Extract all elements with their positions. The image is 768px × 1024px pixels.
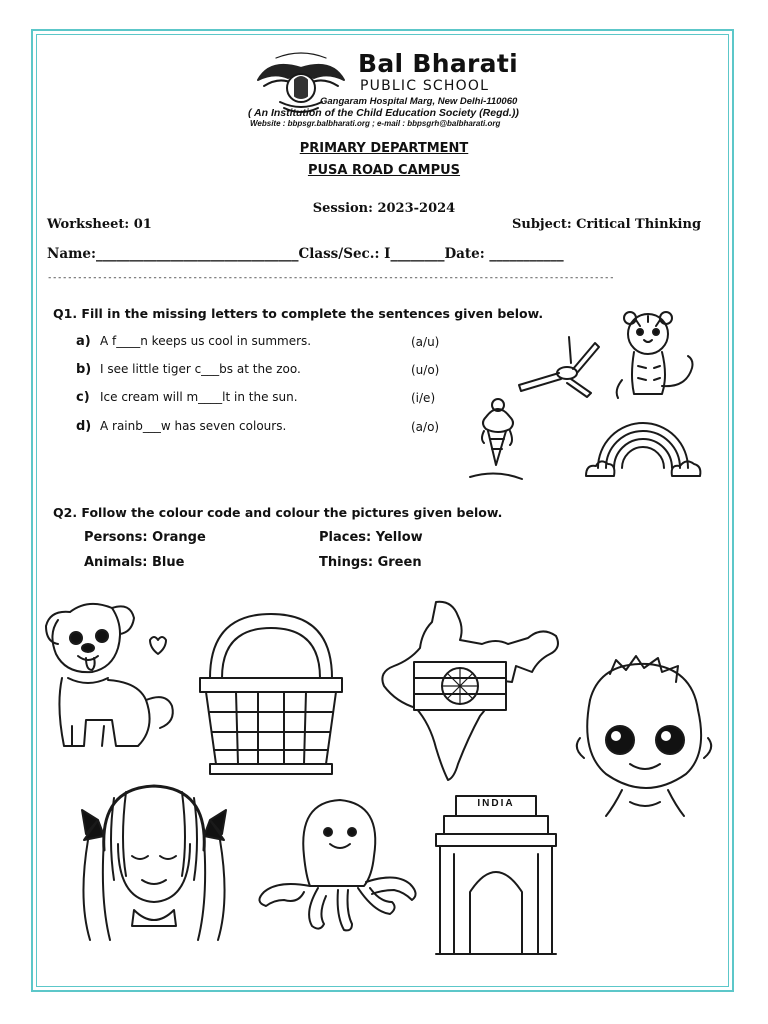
- campus-title: PUSA ROAD CAMPUS: [307, 163, 461, 178]
- q1-item-text[interactable]: A f____n keeps us cool in summers.: [100, 334, 312, 348]
- q1-item-text[interactable]: I see little tiger c___bs at the zoo.: [100, 362, 301, 376]
- q2-title: Q2. Follow the colour code and colour the pictures given below.: [53, 505, 503, 520]
- colour-code-things: Things: Green: [319, 555, 422, 570]
- q1-item-letter: a): [76, 334, 91, 349]
- q1-item-letter: b): [76, 362, 92, 377]
- rainbow-icon: [584, 418, 702, 480]
- colour-code-animals: Animals: Blue: [84, 555, 185, 570]
- q1-item-hint: (i/e): [411, 391, 436, 405]
- girl-face-picture[interactable]: [74, 780, 234, 954]
- octopus-picture[interactable]: [248, 796, 424, 934]
- melting-ice-cream-icon: [466, 395, 526, 485]
- q1-item-hint: (a/o): [411, 420, 440, 434]
- school-subtitle: PUBLIC SCHOOL: [360, 78, 490, 94]
- q1-item: [76, 390, 298, 405]
- session-label: Session: 2023-2024: [312, 201, 456, 216]
- q1-item: [76, 362, 301, 377]
- q1-item-letter: c): [76, 390, 90, 405]
- q1-item: [76, 334, 311, 349]
- india-map-picture[interactable]: [376, 598, 566, 784]
- worksheet-label: Worksheet: 01: [47, 217, 152, 232]
- puppy-picture[interactable]: [42, 596, 192, 756]
- school-address: Gangaram Hospital Marg, New Delhi-110060: [320, 96, 518, 107]
- q1-item: [76, 419, 286, 434]
- school-institution: ( An Institution of the Child Education Society (Regd.)): [248, 107, 519, 119]
- colour-code-persons: Persons: Orange: [84, 530, 206, 545]
- school-name: Bal Bharati: [358, 49, 518, 78]
- boy-face-picture[interactable]: [570, 656, 720, 818]
- tiger-cub-icon: [608, 306, 702, 402]
- student-info-line[interactable]: Name:______________________________Class/Sec.: I________Date: ___________: [47, 246, 564, 262]
- basket-picture[interactable]: [196, 608, 346, 776]
- q1-item-hint: (a/u): [411, 335, 440, 349]
- q1-item-text[interactable]: A rainb___w has seven colours.: [100, 419, 287, 433]
- q1-title: Q1. Fill in the missing letters to complete the sentences given below.: [53, 306, 544, 321]
- school-website: Website : bbpsgr.balbharati.org ; e-mail : bbpsgrh@balbharati.org: [250, 119, 501, 128]
- colour-code-places: Places: Yellow: [319, 530, 423, 545]
- ceiling-fan-icon: [515, 333, 600, 398]
- india-gate-picture[interactable]: [434, 794, 558, 956]
- department-title: PRIMARY DEPARTMENT: [299, 141, 469, 156]
- q1-item-text[interactable]: Ice cream will m____lt in the sun.: [100, 390, 298, 404]
- india-gate-label: INDIA: [477, 798, 515, 809]
- subject-label: Subject: Critical Thinking: [512, 217, 702, 232]
- q1-item-hint: (u/o): [411, 363, 440, 377]
- q1-item-letter: d): [76, 419, 92, 434]
- divider-dashes: -----------------------------------------------------------------------------------------------------------------: [47, 273, 615, 283]
